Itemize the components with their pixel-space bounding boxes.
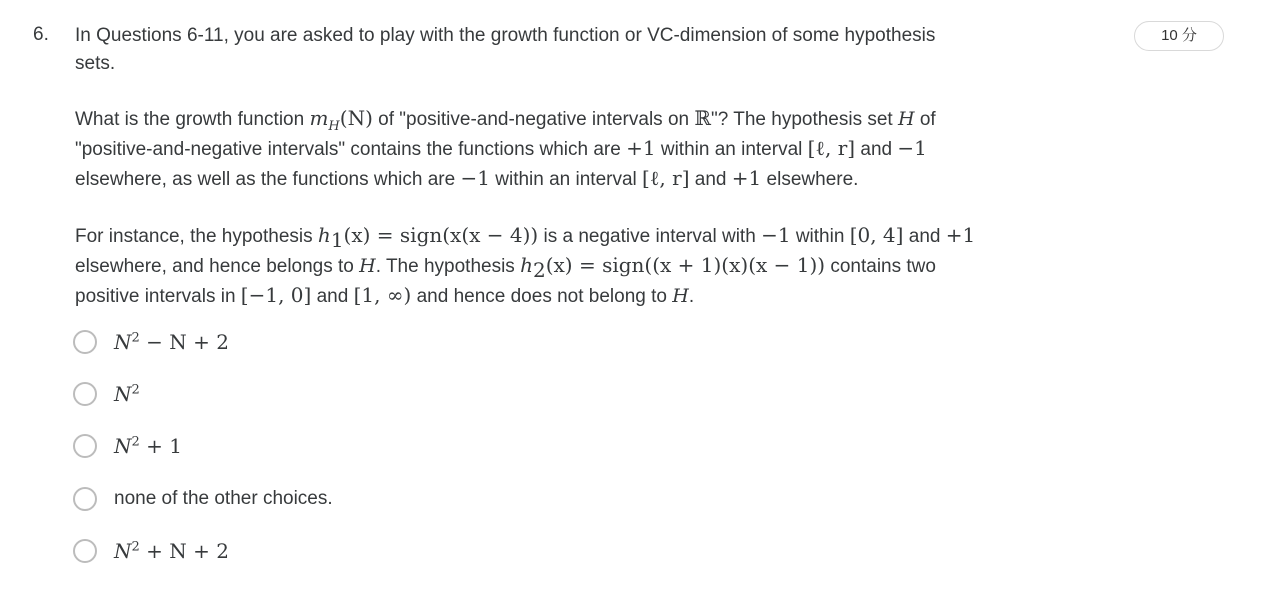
math-minus-one: −1 (761, 223, 791, 247)
question-number: 6. (33, 24, 49, 45)
example-text: and (903, 226, 946, 247)
h2-definition: (x) = sign((x + 1)(x)(x − 1)) (545, 253, 826, 277)
option-label: none of the other choices. (114, 488, 333, 509)
option-var: N (114, 539, 132, 563)
desc-text: within an interval (655, 139, 808, 160)
math-interval: [ℓ, r] (642, 166, 690, 190)
math-plus-one: +1 (626, 136, 656, 160)
option-label (114, 330, 229, 354)
growth-function-symbol: m (309, 106, 329, 130)
option-var: N (114, 434, 132, 458)
radio-button[interactable] (73, 382, 97, 406)
example-text: and hence does not belong to (411, 286, 673, 307)
radio-button[interactable] (73, 330, 97, 354)
desc-text: elsewhere. (761, 169, 859, 190)
option-3[interactable] (73, 428, 573, 464)
intro-line-2: sets. (75, 53, 116, 74)
question-description (75, 104, 1035, 194)
intro-line-1: In Questions 6-11, you are asked to play with the growth function or VC-dimension of some hypothesis (75, 25, 936, 46)
math-plus-one: +1 (945, 223, 976, 247)
math-minus-one: −1 (897, 136, 927, 160)
example-text: is a negative interval with (538, 226, 762, 247)
math-minus-one: −1 (460, 166, 490, 190)
example-text: within (790, 226, 850, 247)
desc-text: "? The hypothesis set (710, 109, 898, 130)
h1-definition: (x) = sign(x(x − 4)) (343, 223, 539, 247)
desc-text: and (855, 139, 898, 160)
example-text: contains two (825, 256, 936, 277)
example-text: . (688, 286, 695, 307)
growth-function-arg: (N) (339, 106, 373, 130)
option-2[interactable] (73, 376, 573, 412)
math-interval: [−1, 0] (240, 283, 312, 307)
option-rest: − N + 2 (139, 330, 229, 354)
option-exp: 2 (131, 382, 140, 398)
reals-symbol: ℝ (694, 106, 711, 130)
example-text: positive intervals in (75, 286, 241, 307)
desc-text: and (689, 169, 732, 190)
desc-text: within an interval (489, 169, 643, 190)
example-text: . The hypothesis (375, 256, 521, 277)
h2-subscript: 2 (532, 257, 546, 282)
hypothesis-set-symbol: H (672, 285, 689, 307)
option-rest: + 1 (139, 434, 182, 458)
option-var: N (114, 330, 132, 354)
option-var: N (114, 382, 132, 406)
math-plus-one: +1 (731, 166, 762, 190)
desc-text: of (914, 109, 936, 130)
math-interval: [0, 4] (849, 223, 904, 247)
hypothesis-set-symbol: H (898, 108, 915, 130)
radio-button[interactable] (73, 434, 97, 458)
option-exp: 2 (131, 539, 140, 555)
h2-symbol: h (520, 253, 533, 277)
h1-subscript: 1 (330, 227, 344, 252)
math-interval: [1, ∞) (353, 283, 412, 307)
option-exp: 2 (131, 434, 140, 450)
math-interval: [ℓ, r] (807, 136, 856, 160)
points-badge: 10 分 (1134, 21, 1224, 51)
option-label (114, 539, 229, 563)
hypothesis-set-subscript: H (328, 118, 340, 134)
option-4[interactable] (73, 481, 573, 517)
radio-button[interactable] (73, 487, 97, 511)
option-label (114, 434, 182, 458)
option-1[interactable] (73, 324, 573, 360)
option-exp: 2 (131, 330, 140, 346)
question-example (75, 221, 1035, 311)
desc-text: What is the growth function (75, 109, 310, 130)
radio-button[interactable] (73, 539, 97, 563)
h1-symbol: h (317, 223, 331, 247)
example-text: For instance, the hypothesis (75, 226, 318, 247)
desc-text: elsewhere, as well as the functions which are (75, 169, 461, 190)
option-rest: + N + 2 (139, 539, 229, 563)
example-text: elsewhere, and hence belongs to (75, 256, 360, 277)
option-label (114, 382, 140, 406)
desc-text: of "positive-and-negative intervals on (372, 109, 695, 130)
question-intro (75, 22, 1035, 78)
example-text: and (311, 286, 354, 307)
option-5[interactable] (73, 533, 573, 569)
desc-text: "positive-and-negative intervals" contains the functions which are (75, 139, 627, 160)
hypothesis-set-symbol: H (359, 255, 376, 277)
question-body (75, 22, 1035, 311)
